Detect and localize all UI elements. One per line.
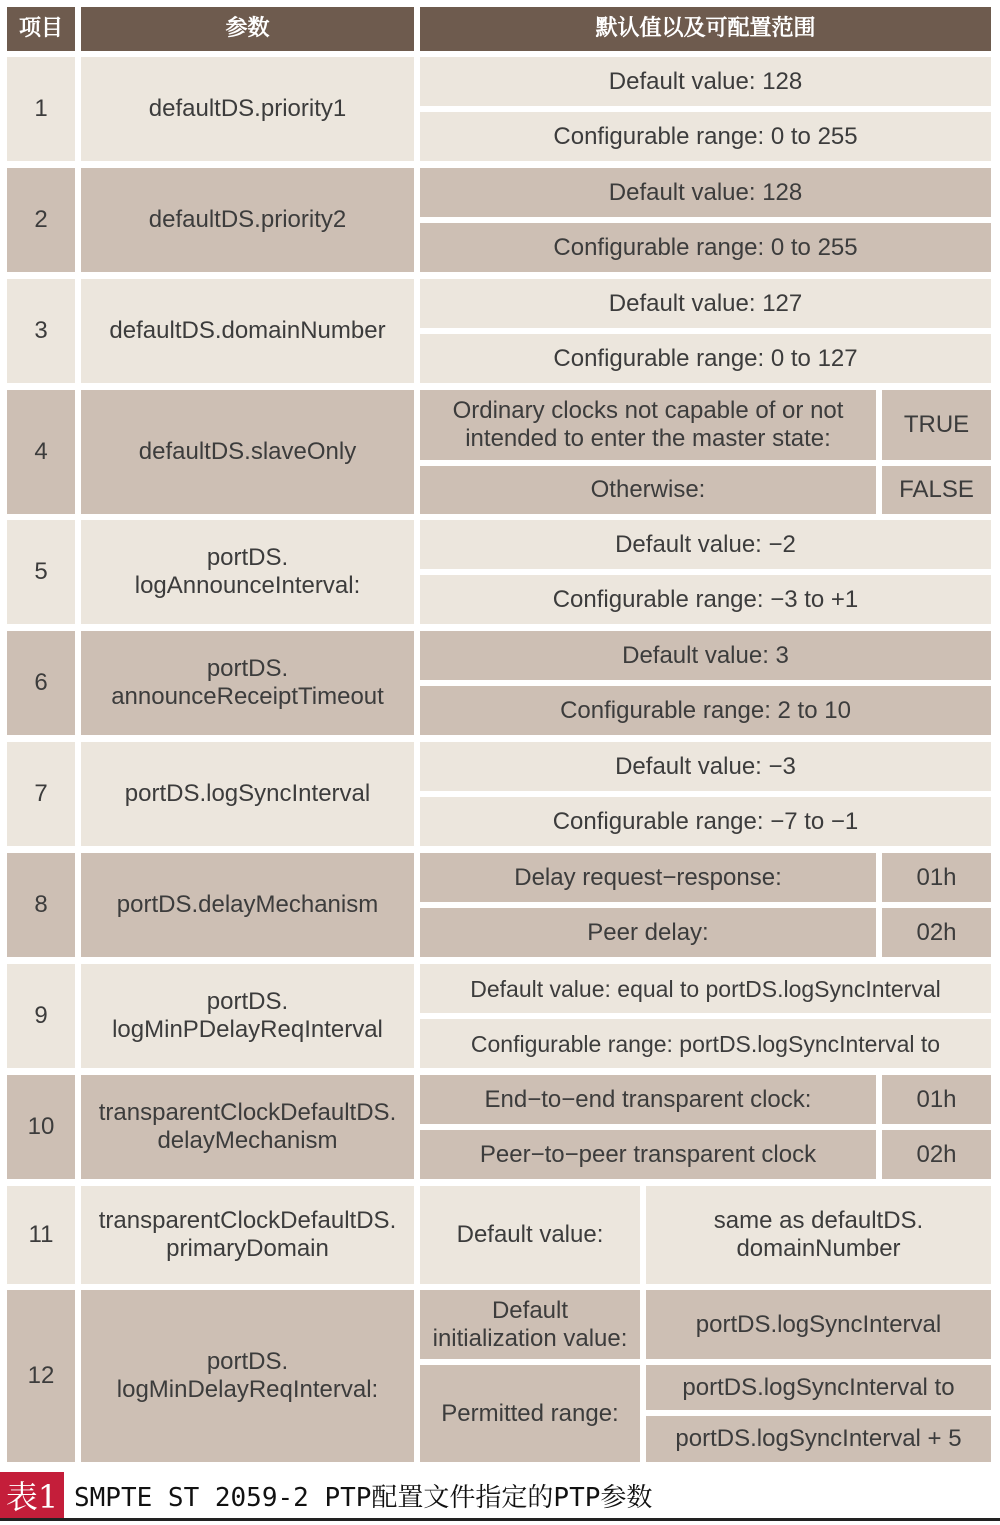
row-1-number: 1 xyxy=(7,57,75,161)
row-10-number: 10 xyxy=(7,1075,75,1179)
header-item: 项目 xyxy=(7,7,75,51)
row-5-param: portDS. logAnnounceInterval: xyxy=(81,520,414,624)
row-8-value-a: 01h xyxy=(882,853,991,902)
row-8-param: portDS.delayMechanism xyxy=(81,853,414,957)
row-2-param: defaultDS.priority2 xyxy=(81,168,414,272)
table-caption xyxy=(0,1472,1000,1518)
row-6-param: portDS. announceReceiptTimeout xyxy=(81,631,414,735)
row-8-condition-a: Delay request−response: xyxy=(420,853,876,902)
caption-label: 表1 xyxy=(0,1472,64,1518)
row-10-condition-b: Peer−to−peer transparent clock xyxy=(420,1130,876,1179)
row-3-number: 3 xyxy=(7,279,75,383)
row-3-default: Default value: 127 xyxy=(420,279,991,328)
row-2-range: Configurable range: 0 to 255 xyxy=(420,223,991,272)
row-5-default: Default value: −2 xyxy=(420,520,991,569)
row-10-condition-a: End−to−end transparent clock: xyxy=(420,1075,876,1124)
row-1-param: defaultDS.priority1 xyxy=(81,57,414,161)
row-3-param: defaultDS.domainNumber xyxy=(81,279,414,383)
row-12-label-default: Default initialization value: xyxy=(420,1290,640,1359)
row-11-label: Default value: xyxy=(420,1186,640,1284)
row-12-value-default: portDS.logSyncInterval xyxy=(646,1290,991,1359)
row-4-condition-a: Ordinary clocks not capable of or not intended to enter the master state: xyxy=(420,390,876,460)
row-12-label-range: Permitted range: xyxy=(420,1365,640,1462)
row-5-range: Configurable range: −3 to +1 xyxy=(420,575,991,624)
row-1-default: Default value: 128 xyxy=(420,57,991,106)
row-10-param: transparentClockDefaultDS. delayMechanism xyxy=(81,1075,414,1179)
row-9-default: Default value: equal to portDS.logSyncInterval xyxy=(420,964,991,1013)
row-7-number: 7 xyxy=(7,742,75,846)
header-value: 默认值以及可配置范围 xyxy=(420,7,991,51)
row-11-param: transparentClockDefaultDS. primaryDomain xyxy=(81,1186,414,1284)
caption-text: SMPTE ST 2059-2 PTP配置文件指定的PTP参数 xyxy=(74,1482,653,1513)
row-4-number: 4 xyxy=(7,390,75,514)
row-9-param: portDS. logMinPDelayReqInterval xyxy=(81,964,414,1068)
row-8-condition-b: Peer delay: xyxy=(420,908,876,957)
row-11-value: same as defaultDS. domainNumber xyxy=(646,1186,991,1284)
header-param: 参数 xyxy=(81,7,414,51)
row-12-range-to: portDS.logSyncInterval + 5 xyxy=(646,1416,991,1462)
row-2-default: Default value: 128 xyxy=(420,168,991,217)
row-10-value-a: 01h xyxy=(882,1075,991,1124)
row-12-range-from: portDS.logSyncInterval to xyxy=(646,1365,991,1410)
row-4-value-a: TRUE xyxy=(882,390,991,460)
row-8-number: 8 xyxy=(7,853,75,957)
row-4-condition-b: Otherwise: xyxy=(420,466,876,514)
row-7-param: portDS.logSyncInterval xyxy=(81,742,414,846)
caption-underline xyxy=(0,1518,1000,1521)
row-12-param: portDS. logMinDelayReqInterval: xyxy=(81,1290,414,1462)
row-9-number: 9 xyxy=(7,964,75,1068)
row-6-number: 6 xyxy=(7,631,75,735)
row-6-range: Configurable range: 2 to 10 xyxy=(420,686,991,735)
row-11-number: 11 xyxy=(7,1186,75,1284)
row-4-value-b: FALSE xyxy=(882,466,991,514)
row-6-default: Default value: 3 xyxy=(420,631,991,680)
row-7-default: Default value: −3 xyxy=(420,742,991,791)
row-3-range: Configurable range: 0 to 127 xyxy=(420,334,991,383)
row-8-value-b: 02h xyxy=(882,908,991,957)
row-4-param: defaultDS.slaveOnly xyxy=(81,390,414,514)
row-7-range: Configurable range: −7 to −1 xyxy=(420,797,991,846)
row-1-range: Configurable range: 0 to 255 xyxy=(420,112,991,161)
row-2-number: 2 xyxy=(7,168,75,272)
row-10-value-b: 02h xyxy=(882,1130,991,1179)
row-9-range: Configurable range: portDS.logSyncInterval to xyxy=(420,1019,991,1068)
row-5-number: 5 xyxy=(7,520,75,624)
row-12-number: 12 xyxy=(7,1290,75,1462)
